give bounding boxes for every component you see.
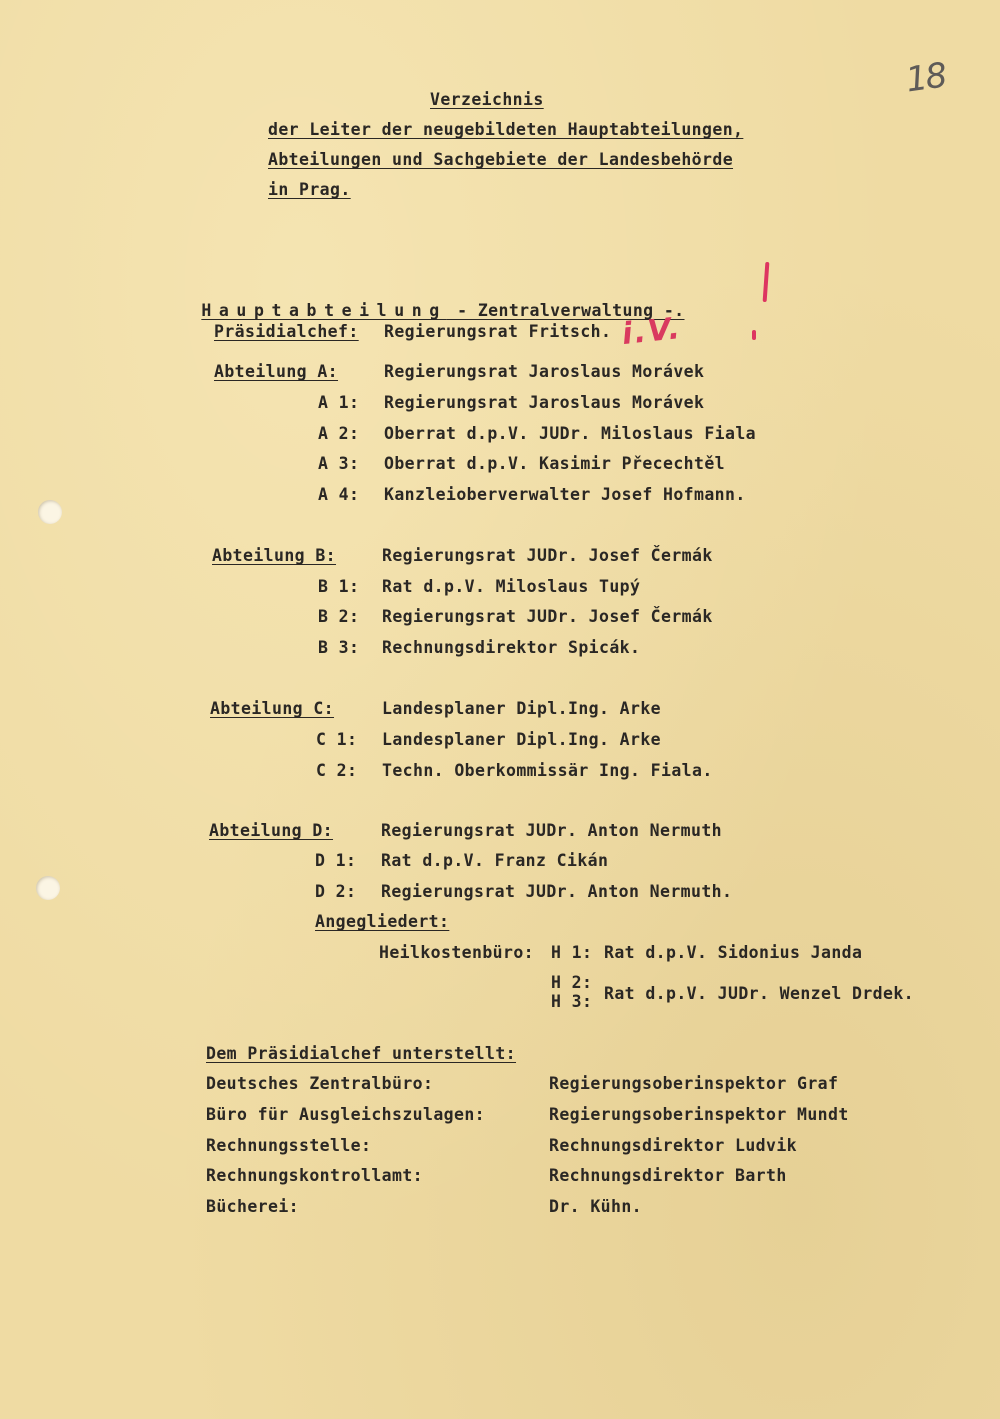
d2-name: Regierungsrat JUDr. Anton Nermuth. xyxy=(381,882,733,901)
abteilung-a-name: Regierungsrat Jaroslaus Morávek xyxy=(384,362,705,381)
unterstellt-name-1: Regierungsoberinspektor Graf xyxy=(549,1074,839,1093)
abteilung-d-label: Abteilung D: xyxy=(209,821,334,840)
a3-name: Oberrat d.p.V. Kasimir Přecechtěl xyxy=(384,454,726,473)
unterstellt-office-4: Rechnungskontrollamt: xyxy=(206,1166,424,1185)
unterstellt-office-5: Bücherei: xyxy=(206,1197,300,1216)
punch-hole-top xyxy=(38,500,62,524)
b2-name: Regierungsrat JUDr. Josef Čermák xyxy=(382,607,713,626)
b2-code: B 2: xyxy=(318,607,360,626)
h3-code: H 3: xyxy=(551,992,593,1011)
unterstellt-office-2: Büro für Ausgleichszulagen: xyxy=(206,1105,486,1124)
h1-code: H 1: xyxy=(551,943,593,962)
a1-code: A 1: xyxy=(318,393,360,412)
title-line-3: Abteilungen und Sachgebiete der Landesbehörde xyxy=(268,150,734,169)
red-dot xyxy=(752,330,756,340)
a2-code: A 2: xyxy=(318,424,360,443)
abteilung-c-name: Landesplaner Dipl.Ing. Arke xyxy=(382,699,662,718)
hauptabteilung-suffix: - Zentralverwaltung -. xyxy=(446,301,685,320)
a4-code: A 4: xyxy=(318,485,360,504)
praesidialchef-name: Regierungsrat Fritsch. xyxy=(384,322,612,341)
unterstellt-office-1: Deutsches Zentralbüro: xyxy=(206,1074,434,1093)
d1-code: D 1: xyxy=(315,851,357,870)
red-margin-stroke xyxy=(763,262,770,302)
b1-code: B 1: xyxy=(318,577,360,596)
unterstellt-heading: Dem Präsidialchef unterstellt: xyxy=(206,1044,517,1063)
handwritten-annotation: i.V. xyxy=(620,310,684,353)
b3-name: Rechnungsdirektor Spicák. xyxy=(382,638,641,657)
c2-name: Techn. Oberkommissär Ing. Fiala. xyxy=(382,761,713,780)
unterstellt-name-2: Regierungsoberinspektor Mundt xyxy=(549,1105,849,1124)
h1-name: Rat d.p.V. Sidonius Janda xyxy=(604,943,863,962)
hauptabteilung-label: Hauptabteilung xyxy=(201,301,447,320)
abteilung-a-label: Abteilung A: xyxy=(214,362,339,381)
abteilung-b-label: Abteilung B: xyxy=(212,546,337,565)
b3-code: B 3: xyxy=(318,638,360,657)
unterstellt-office-3: Rechnungsstelle: xyxy=(206,1136,372,1155)
c2-code: C 2: xyxy=(316,761,358,780)
heilkostenbuero-label: Heilkostenbüro: xyxy=(379,943,535,962)
title-line-1: Verzeichnis xyxy=(430,90,544,109)
c1-name: Landesplaner Dipl.Ing. Arke xyxy=(382,730,662,749)
abteilung-c-label: Abteilung C: xyxy=(210,699,335,718)
h23-name: Rat d.p.V. JUDr. Wenzel Drdek. xyxy=(604,984,915,1003)
praesidialchef-label: Präsidialchef: xyxy=(214,322,359,341)
d2-code: D 2: xyxy=(315,882,357,901)
unterstellt-name-4: Rechnungsdirektor Barth xyxy=(549,1166,787,1185)
page-number: 18 xyxy=(903,55,948,101)
title-line-4: in Prag. xyxy=(268,180,351,199)
angegliedert-label: Angegliedert: xyxy=(315,912,450,931)
b1-name: Rat d.p.V. Miloslaus Tupý xyxy=(382,577,641,596)
punch-hole-bottom xyxy=(36,876,60,900)
unterstellt-name-5: Dr. Kühn. xyxy=(549,1197,643,1216)
c1-code: C 1: xyxy=(316,730,358,749)
abteilung-d-name: Regierungsrat JUDr. Anton Nermuth xyxy=(381,821,723,840)
a3-code: A 3: xyxy=(318,454,360,473)
a1-name: Regierungsrat Jaroslaus Morávek xyxy=(384,393,705,412)
a4-name: Kanzleioberverwalter Josef Hofmann. xyxy=(384,485,746,504)
title-line-2: der Leiter der neugebildeten Hauptabteilungen, xyxy=(268,120,744,139)
d1-name: Rat d.p.V. Franz Cikán xyxy=(381,851,609,870)
a2-name: Oberrat d.p.V. JUDr. Miloslaus Fiala xyxy=(384,424,757,443)
h2-code: H 2: xyxy=(551,973,593,992)
abteilung-b-name: Regierungsrat JUDr. Josef Čermák xyxy=(382,546,713,565)
unterstellt-name-3: Rechnungsdirektor Ludvik xyxy=(549,1136,798,1155)
